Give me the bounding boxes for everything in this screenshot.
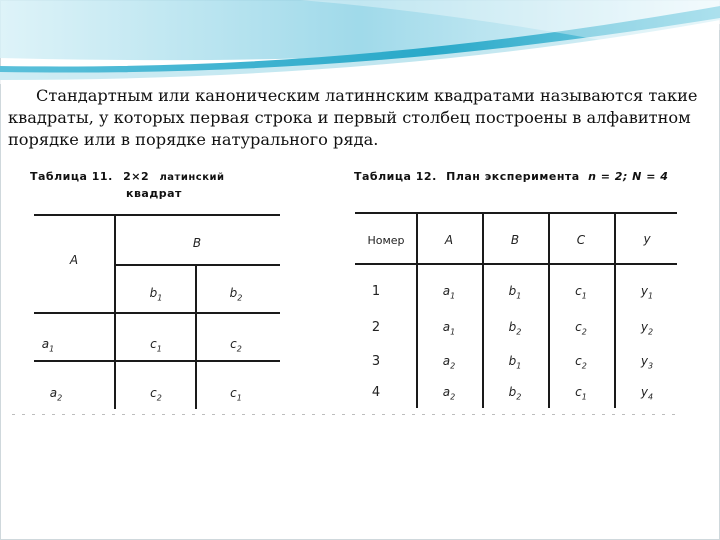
header-swoosh-decoration (0, 0, 720, 85)
table-12-header-b: B (510, 233, 520, 247)
table-12-row-2-a: $a_1$ (442, 320, 456, 337)
table-11-row-1-c2: $c_2$ (230, 337, 242, 354)
table-12-row-1-a: $a_1$ (442, 284, 456, 301)
table-12-row-2-number: 2 (371, 320, 381, 335)
scan-cut-edge (12, 413, 676, 416)
body-paragraph: Стандартным или каноническим латиннским квадратами называются такие квадраты, у которых первая строка и первый столбец построены в алфавитном порядке или в порядке натурального ряда. (8, 86, 698, 149)
table-11-row-2-c2: $c_1$ (230, 386, 242, 403)
table-12-caption: Таблица 12. План эксперимента n = 2; N = 4 (354, 170, 669, 183)
table-11-row-1-label: $a_1$ (41, 337, 55, 354)
table-11-caption: Таблица 11. 2×2 латинский (30, 170, 225, 183)
table-11-caption-line2: квадрат (126, 187, 182, 200)
table-11-sub-b2: $b_2$ (229, 286, 243, 303)
table-12-row-2-c: $c_2$ (575, 320, 587, 337)
table-12-row-1-b: $b_1$ (508, 284, 522, 301)
table-12-row-4-number: 4 (371, 385, 381, 400)
table-12-row-3-b: $b_1$ (508, 354, 522, 371)
table-11-row-2-c1: $c_2$ (150, 386, 162, 403)
table-12-row-1-c: $c_1$ (575, 284, 587, 301)
table-12-row-3-c: $c_2$ (575, 354, 587, 371)
table-12-header-y: y (643, 232, 651, 246)
table-12-row-4-b: $b_2$ (508, 385, 522, 402)
table-12-row-2-b: $b_2$ (508, 320, 522, 337)
table-12-header-number: Номер (367, 234, 405, 247)
table-12-header-c: C (576, 233, 586, 247)
table-11-header-b: B (192, 236, 202, 250)
table-11-sub-b1: $b_1$ (149, 286, 163, 303)
table-11-row-2-label: $a_2$ (49, 386, 63, 403)
table-12-row-2-y: $y_2$ (640, 320, 654, 337)
table-12-row-4-y: $y_4$ (640, 385, 654, 402)
table-11-row-1-c1: $c_1$ (150, 337, 162, 354)
table-12-row-3-y: $y_3$ (640, 354, 654, 371)
table-12-row-4-c: $c_1$ (575, 385, 587, 402)
table-12-row-3-a: $a_2$ (442, 354, 456, 371)
scanned-tables-image (12, 160, 676, 415)
table-11-header-a: A (69, 253, 79, 267)
table-12-header-a: A (444, 233, 454, 247)
table-12-row-1-number: 1 (371, 284, 381, 299)
table-12-row-1-y: $y_1$ (640, 284, 654, 301)
table-12-row-3-number: 3 (371, 354, 381, 369)
table-12-row-4-a: $a_2$ (442, 385, 456, 402)
